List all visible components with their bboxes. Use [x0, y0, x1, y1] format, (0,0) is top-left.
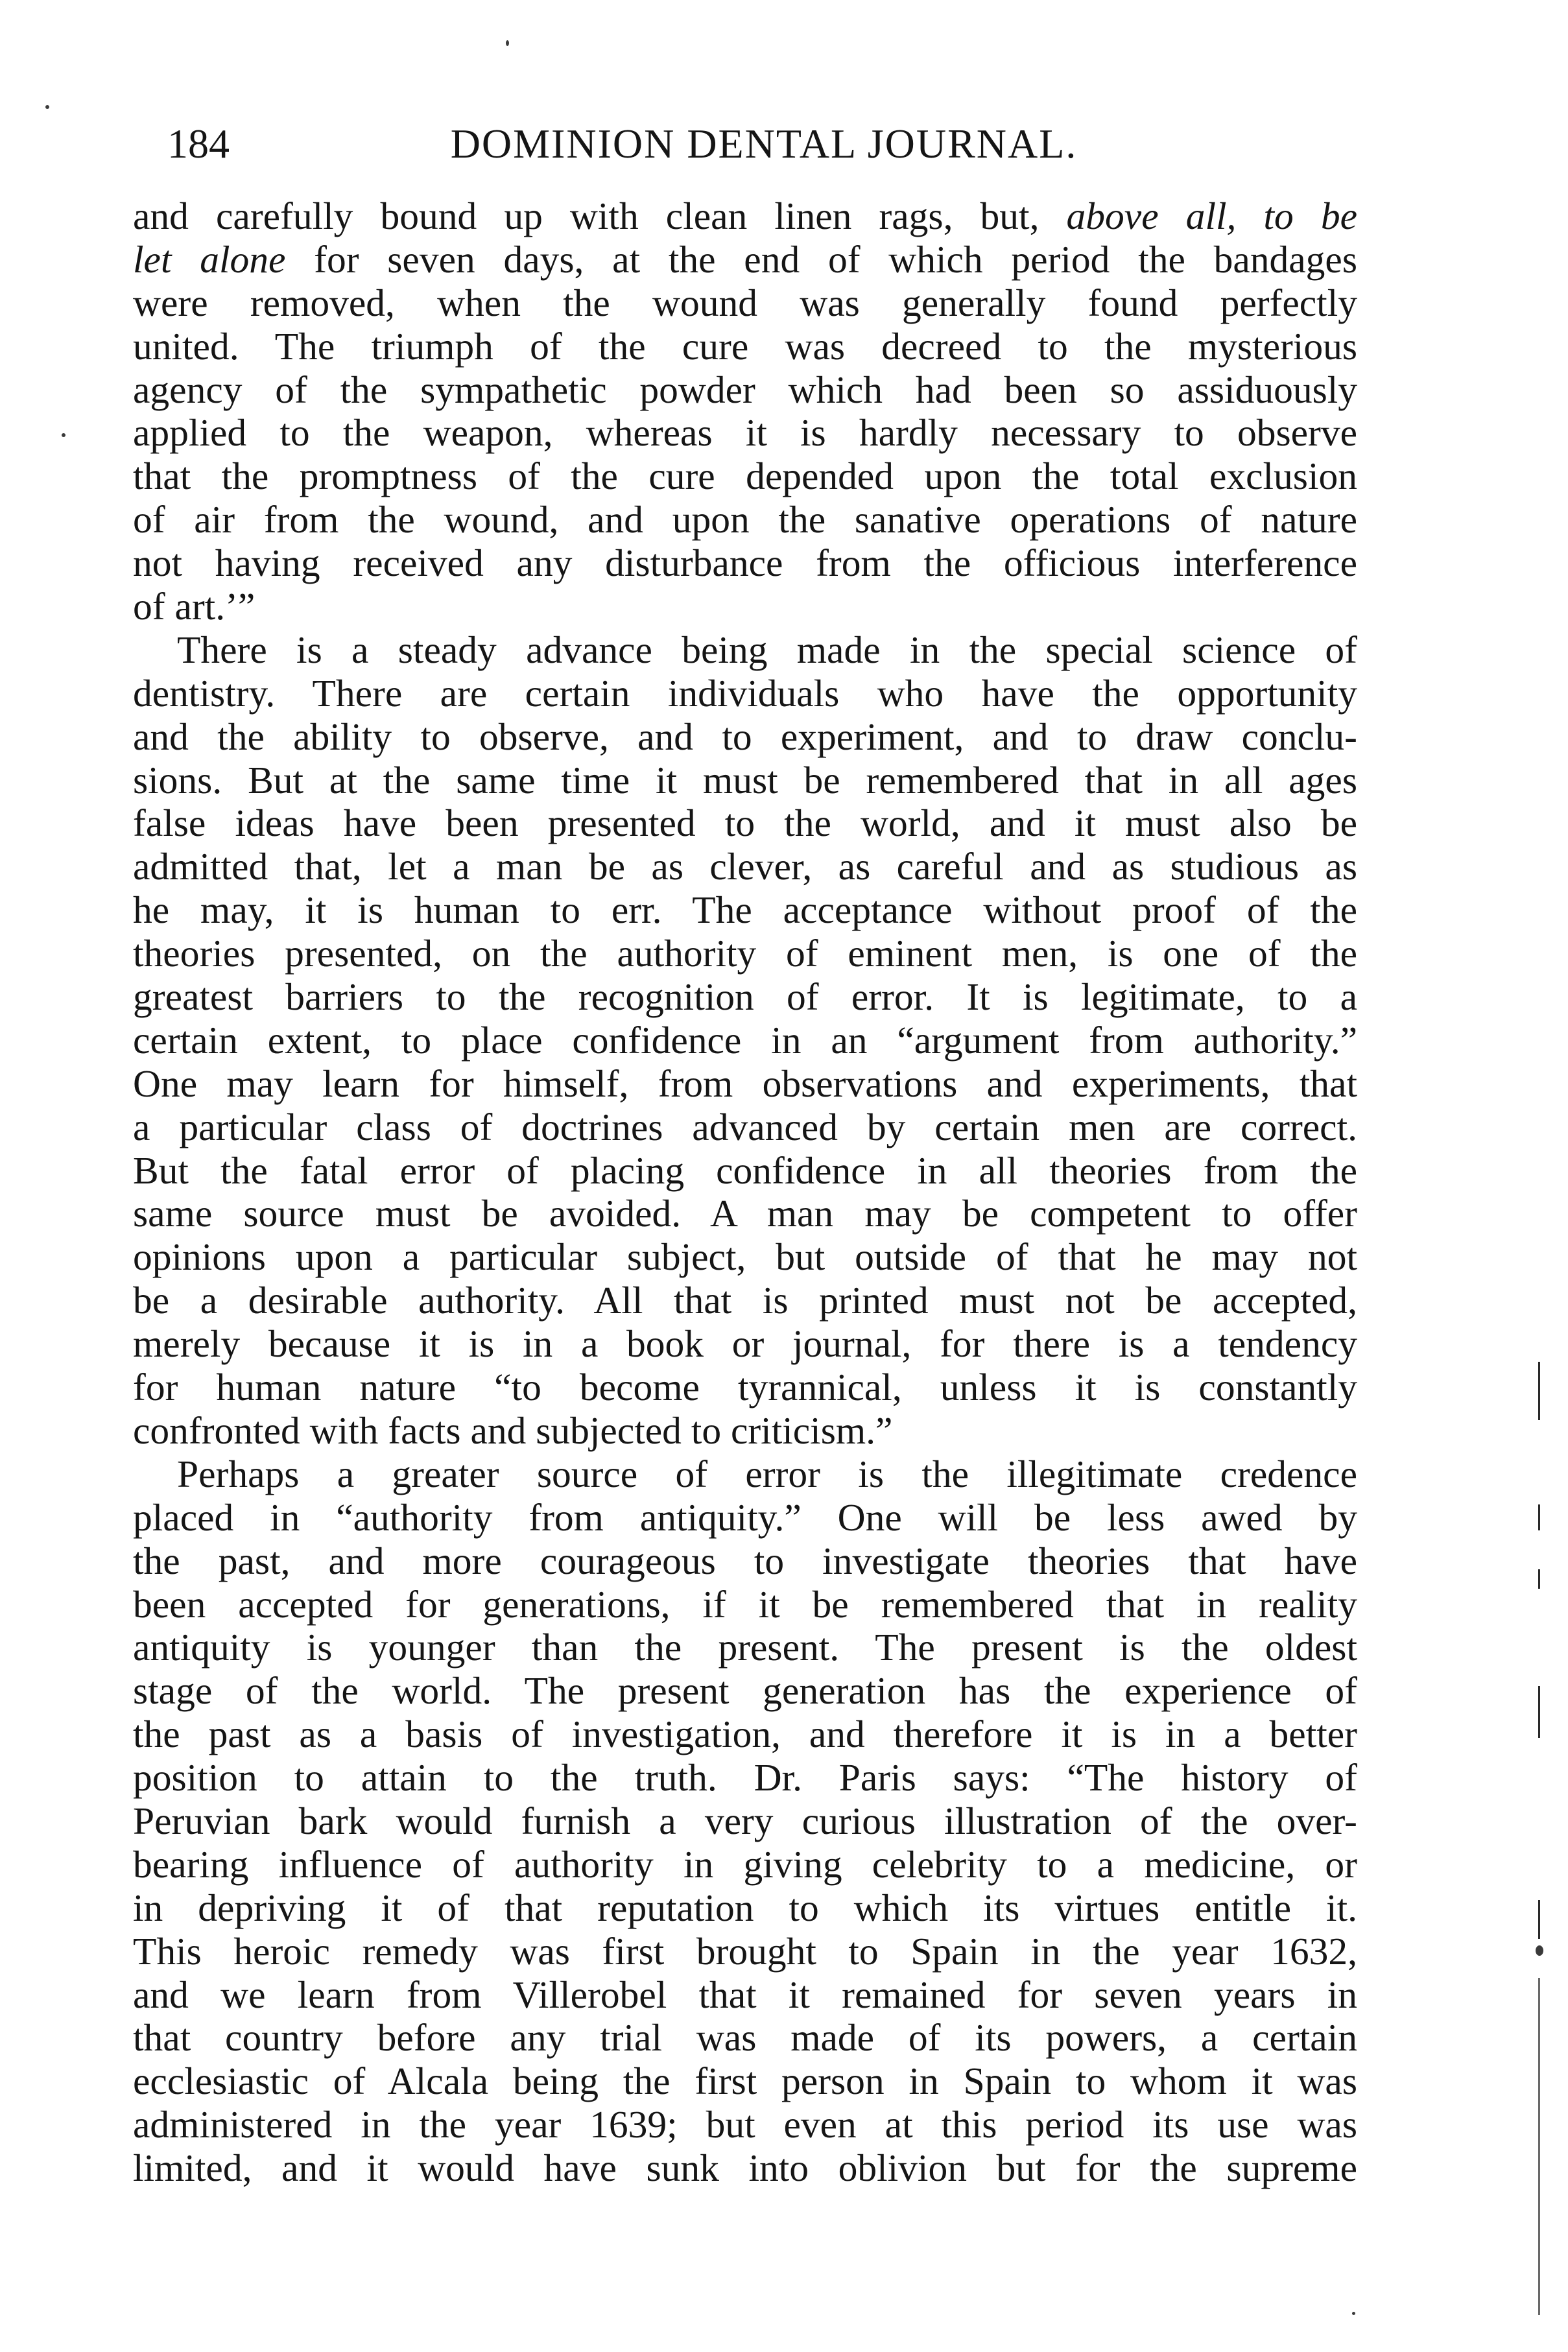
scan-edge-mark — [1538, 1686, 1540, 1738]
text-line: false ideas have been presented to the world, and it must also be — [133, 802, 1357, 845]
text-line: for human nature “to become tyrannical, unless it is constantly — [133, 1366, 1357, 1409]
text-line: position to attain to the truth. Dr. Paris says: “The history of — [133, 1756, 1357, 1800]
text-line: that the promptness of the cure depended upon the total exclusion — [133, 455, 1357, 498]
text-line: a particular class of doctrines advanced by certain men are correct. — [133, 1105, 1357, 1148]
italic-phrase: let alone — [133, 237, 286, 281]
scan-speck — [45, 105, 49, 109]
text-line: This heroic remedy was first brought to Spain in the year 1632, — [133, 1929, 1357, 1973]
text-line: the past, and more courageous to investigate theories that have — [133, 1539, 1357, 1582]
text-line: that country before any trial was made of its powers, a certain — [133, 2016, 1357, 2060]
body-text — [133, 195, 1357, 2190]
text-line: theories presented, on the authority of eminent men, is one of the — [133, 932, 1357, 975]
text-line: stage of the world. The present generation has the experience of — [133, 1669, 1357, 1713]
text-line: been accepted for generations, if it be remembered that in reality — [133, 1582, 1357, 1626]
text-line: and carefully bound up with clean linen rags, but, above all, to be — [133, 195, 1358, 237]
text-line: Peruvian bark would furnish a very curious illustration of the over- — [133, 1799, 1357, 1842]
text-line: not having received any disturbance from the officious interference — [133, 541, 1357, 585]
scan-edge-mark — [1538, 1900, 1540, 1939]
text-line: ecclesiastic of Alcala being the first person in Spain to whom it was — [133, 2060, 1357, 2103]
paragraph-start-line: Perhaps a greater source of error is the illegitimate credence — [177, 1452, 1357, 1495]
scan-speck — [1536, 1945, 1543, 1956]
text-line: confronted with facts and subjected to criticism.” — [133, 1408, 893, 1452]
text-line: he may, it is human to err. The acceptance without proof of the — [133, 888, 1357, 932]
page-header — [167, 118, 1360, 170]
text-line: agency of the sympathetic powder which had been so assiduously — [133, 368, 1357, 411]
text-line: and the ability to observe, and to experiment, and to draw conclu- — [133, 715, 1357, 758]
text-line: let alone for seven days, at the end of which period the bandages — [133, 237, 1357, 281]
text-line: applied to the weapon, whereas it is hardly necessary to observe — [133, 411, 1357, 455]
text-line: limited, and it would have sunk into oblivion but for the supreme — [133, 2146, 1357, 2190]
text-line: opinions upon a particular subject, but outside of that he may not — [133, 1235, 1357, 1279]
scan-speck — [506, 40, 509, 46]
text-line: were removed, when the wound was generally found perfectly — [133, 281, 1357, 324]
text-line: certain extent, to place confidence in an “argument from authority.” — [133, 1018, 1357, 1062]
text-line: bearing influence of authority in giving celebrity to a medicine, or — [133, 1842, 1357, 1886]
text-line: greatest barriers to the recognition of error. It is legitimate, to a — [133, 975, 1357, 1019]
text-line: One may learn for himself, from observations and experiments, that — [133, 1062, 1357, 1105]
text-line: placed in “authority from antiquity.” One will be less awed by — [133, 1495, 1357, 1539]
page-number: 184 — [167, 121, 230, 167]
scan-edge-mark — [1538, 1978, 1540, 2315]
text-line: in depriving it of that reputation to which its virtues entitle it. — [133, 1886, 1357, 1929]
text-line: administered in the year 1639; but even at this period its use was — [133, 2103, 1357, 2146]
scan-edge-mark — [1538, 1569, 1540, 1589]
text-line: united. The triumph of the cure was decreed to the mysterious — [133, 324, 1357, 368]
text-line: same source must be avoided. A man may be competent to offer — [133, 1192, 1357, 1235]
text-line: But the fatal error of placing confidence in all theories from the — [133, 1148, 1357, 1192]
running-head: DOMINION DENTAL JOURNAL. — [450, 121, 1078, 167]
text-line: of art.’” — [133, 585, 255, 628]
text-line: of air from the wound, and upon the sanative operations of nature — [133, 498, 1357, 541]
text-line: antiquity is younger than the present. The present is the oldest — [133, 1626, 1357, 1669]
text-line: and we learn from Villerobel that it remained for seven years in — [133, 1973, 1357, 2016]
paragraph-start-line: There is a steady advance being made in the special science of — [177, 628, 1357, 671]
text-line: dentistry. There are certain individuals who have the opportunity — [133, 671, 1357, 715]
text-line: admitted that, let a man be as clever, as careful and as studious as — [133, 845, 1357, 888]
italic-phrase: above all, to be — [1066, 195, 1358, 237]
scan-edge-mark — [1538, 1504, 1540, 1530]
scan-speck — [62, 433, 65, 437]
text-line: be a desirable authority. All that is printed must not be accepted, — [133, 1279, 1357, 1322]
text-line: the past as a basis of investigation, and therefore it is in a better — [133, 1713, 1357, 1756]
text-line: merely because it is in a book or journal, for there is a tendency — [133, 1322, 1357, 1366]
scan-speck — [1352, 2312, 1355, 2315]
text-line: sions. But at the same time it must be remembered that in all ages — [133, 758, 1357, 802]
scan-edge-mark — [1538, 1362, 1540, 1420]
